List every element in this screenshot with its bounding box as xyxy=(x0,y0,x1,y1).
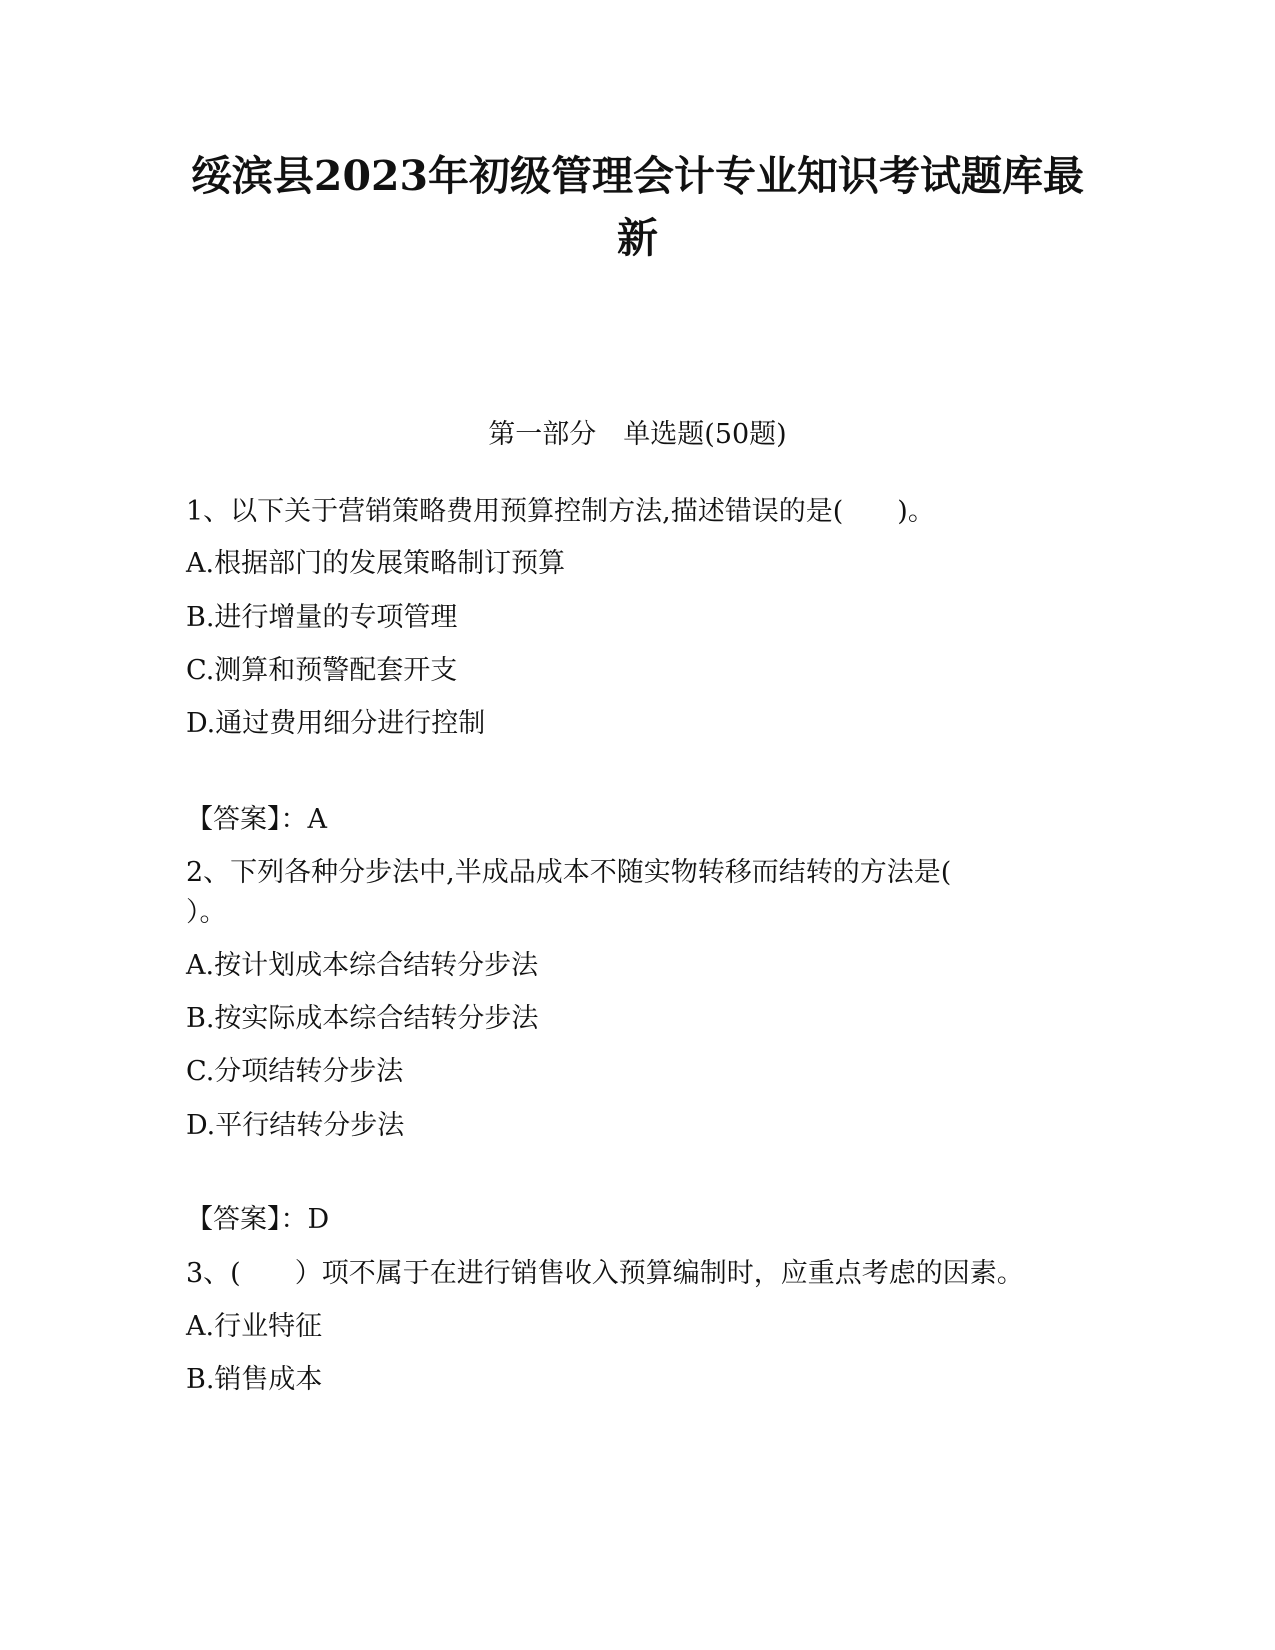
question-1-stem: 1、以下关于营销策略费用预算控制方法,描述错误的是( )。 xyxy=(186,496,935,527)
question-1-option-d: D.通过费用细分进行控制 xyxy=(186,708,486,739)
question-2-option-a: A.按计划成本综合结转分步法 xyxy=(186,950,539,981)
question-2-stem: 2、下列各种分步法中,半成品成本不随实物转移而结转的方法是( xyxy=(186,857,952,888)
question-1-option-a: A.根据部门的发展策略制订预算 xyxy=(186,548,566,579)
question-2-stem-continued: ）。 xyxy=(186,897,227,928)
question-1-answer: 【答案】：A xyxy=(186,804,327,835)
question-1-option-b: B.进行增量的专项管理 xyxy=(186,602,458,633)
section-heading: 第一部分 单选题(50题) xyxy=(488,419,787,450)
question-3-option-a: A.行业特征 xyxy=(186,1311,323,1342)
question-2-answer: 【答案】：D xyxy=(186,1204,330,1235)
document-title-continued: 新 xyxy=(617,214,658,262)
question-2-option-d: D.平行结转分步法 xyxy=(186,1110,405,1141)
question-2-option-b: B.按实际成本综合结转分步法 xyxy=(186,1003,539,1034)
question-3-stem: 3、( ）项不属于在进行销售收入预算编制时，应重点考虑的因素。 xyxy=(186,1258,1024,1289)
question-2-option-c: C.分项结转分步法 xyxy=(186,1056,404,1087)
document-title: 绥滨县2023年初级管理会计专业知识考试题库最 xyxy=(190,152,1085,200)
question-3-option-b: B.销售成本 xyxy=(186,1364,323,1395)
question-1-option-c: C.测算和预警配套开支 xyxy=(186,655,458,686)
